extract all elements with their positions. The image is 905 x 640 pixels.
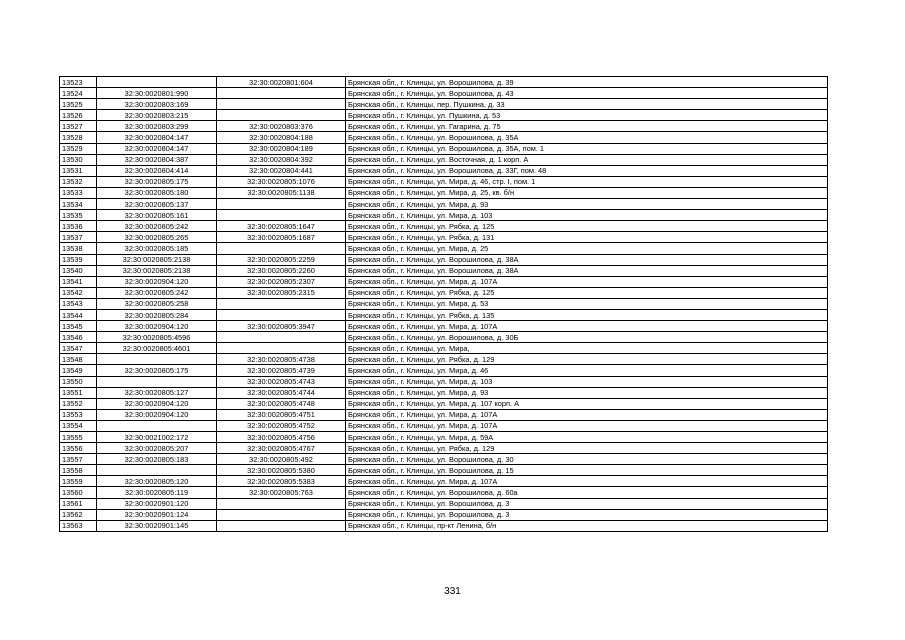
- cadastral-number-cell: 32:30:0020904:120: [97, 409, 217, 420]
- building-cadastral-number-cell: 32:30:0020805:4739: [217, 365, 346, 376]
- row-number-cell: 13544: [60, 309, 97, 320]
- building-cadastral-number-cell: 32:30:0020805:5383: [217, 476, 346, 487]
- address-cell: Брянская обл., г. Клинцы, ул. Мира, д. 93: [346, 199, 828, 210]
- cadastral-number-cell: [97, 420, 217, 431]
- table-row: [60, 332, 828, 343]
- row-number-cell: 13561: [60, 498, 97, 509]
- building-cadastral-number-cell: 32:30:0020805:3947: [217, 321, 346, 332]
- address-cell: Брянская обл., г. Клинцы, ул. Мира, д. 25: [346, 243, 828, 254]
- cadastral-number-cell: 32:30:0020805:175: [97, 365, 217, 376]
- row-number-cell: 13526: [60, 110, 97, 121]
- cadastral-number-cell: 32:30:0020803:169: [97, 99, 217, 110]
- table-row: [60, 465, 828, 476]
- building-cadastral-number-cell: [217, 210, 346, 221]
- address-cell: Брянская обл., г. Клинцы, ул. Ворошилова, д. 39: [346, 77, 828, 88]
- table-row: [60, 520, 828, 531]
- row-number-cell: 13547: [60, 343, 97, 354]
- cadastral-number-cell: 32:30:0020805:265: [97, 232, 217, 243]
- address-cell: Брянская обл., г. Клинцы, ул. Гагарина, д. 75: [346, 121, 828, 132]
- row-number-cell: 13524: [60, 88, 97, 99]
- cadastral-number-cell: [97, 465, 217, 476]
- table-row: [60, 443, 828, 454]
- building-cadastral-number-cell: 32:30:0020805:4752: [217, 420, 346, 431]
- cadastral-number-cell: 32:30:0020901:124: [97, 509, 217, 520]
- address-cell: Брянская обл., г. Клинцы, ул. Ворошилова, д. 35А: [346, 132, 828, 143]
- row-number-cell: 13558: [60, 465, 97, 476]
- table-row: [60, 199, 828, 210]
- table-row: [60, 354, 828, 365]
- address-cell: Брянская обл., г. Клинцы, ул. Ворошилова, д. 3: [346, 509, 828, 520]
- address-cell: Брянская обл., г. Клинцы, ул. Рябка, д. 129: [346, 354, 828, 365]
- address-cell: Брянская обл., г. Клинцы, ул. Мира, д. 107А: [346, 420, 828, 431]
- building-cadastral-number-cell: [217, 343, 346, 354]
- cadastral-number-cell: 32:30:0020804:147: [97, 143, 217, 154]
- address-cell: Брянская обл., г. Клинцы, ул. Мира, д. 103: [346, 210, 828, 221]
- cadastral-number-cell: 32:30:0020805:242: [97, 221, 217, 232]
- building-cadastral-number-cell: 32:30:0020805:2315: [217, 287, 346, 298]
- table-row: [60, 432, 828, 443]
- address-cell: Брянская обл., г. Клинцы, ул. Рябка, д. 131: [346, 232, 828, 243]
- cadastral-number-cell: 32:30:0020805:242: [97, 287, 217, 298]
- cadastral-number-cell: 32:30:0020805:127: [97, 387, 217, 398]
- cadastral-number-cell: 32:30:0020805:183: [97, 454, 217, 465]
- address-cell: Брянская обл., г. Клинцы, пер. Пушкина, д. 33: [346, 99, 828, 110]
- address-cell: Брянская обл., г. Клинцы, ул. Ворошилова, д. 38А: [346, 254, 828, 265]
- row-number-cell: 13560: [60, 487, 97, 498]
- row-number-cell: 13537: [60, 232, 97, 243]
- building-cadastral-number-cell: 32:30:0020805:2259: [217, 254, 346, 265]
- cadastral-number-cell: 32:30:0020801:990: [97, 88, 217, 99]
- table-row: [60, 276, 828, 287]
- address-cell: Брянская обл., г. Клинцы, ул. Мира,: [346, 343, 828, 354]
- row-number-cell: 13541: [60, 276, 97, 287]
- row-number-cell: 13557: [60, 454, 97, 465]
- building-cadastral-number-cell: 32:30:0020805:763: [217, 487, 346, 498]
- address-cell: Брянская обл., г. Клинцы, ул. Мира, д. 46: [346, 365, 828, 376]
- registry-table-body: [60, 77, 828, 532]
- table-row: [60, 187, 828, 198]
- table-row: [60, 165, 828, 176]
- address-cell: Брянская обл., г. Клинцы, ул. Мира, д. 107А: [346, 476, 828, 487]
- building-cadastral-number-cell: 32:30:0020805:2260: [217, 265, 346, 276]
- table-row: [60, 509, 828, 520]
- address-cell: Брянская обл., г. Клинцы, ул. Мира, д. 107А: [346, 276, 828, 287]
- address-cell: Брянская обл., г. Клинцы, ул. Мира, д. 53: [346, 298, 828, 309]
- table-row: [60, 143, 828, 154]
- table-row: [60, 376, 828, 387]
- table-row: [60, 265, 828, 276]
- cadastral-number-cell: 32:30:0020805:185: [97, 243, 217, 254]
- address-cell: Брянская обл., г. Клинцы, ул. Рябка, д. 125: [346, 221, 828, 232]
- cadastral-number-cell: 32:30:0020804:147: [97, 132, 217, 143]
- building-cadastral-number-cell: 32:30:0020805:4743: [217, 376, 346, 387]
- row-number-cell: 13538: [60, 243, 97, 254]
- table-row: [60, 121, 828, 132]
- row-number-cell: 13543: [60, 298, 97, 309]
- address-cell: Брянская обл., г. Клинцы, ул. Ворошилова, д. 15: [346, 465, 828, 476]
- cadastral-number-cell: 32:30:0020805:2138: [97, 254, 217, 265]
- row-number-cell: 13539: [60, 254, 97, 265]
- building-cadastral-number-cell: [217, 99, 346, 110]
- address-cell: Брянская обл., г. Клинцы, ул. Ворошилова, д. 38А: [346, 265, 828, 276]
- building-cadastral-number-cell: 32:30:0020805:4744: [217, 387, 346, 398]
- cadastral-number-cell: 32:30:0020904:120: [97, 321, 217, 332]
- address-cell: Брянская обл., г. Клинцы, пр-кт Ленина, б/н: [346, 520, 828, 531]
- building-cadastral-number-cell: 32:30:0020805:4751: [217, 409, 346, 420]
- building-cadastral-number-cell: [217, 309, 346, 320]
- building-cadastral-number-cell: [217, 298, 346, 309]
- cadastral-number-cell: 32:30:0020805:137: [97, 199, 217, 210]
- table-row: [60, 454, 828, 465]
- table-row: [60, 221, 828, 232]
- table-row: [60, 88, 828, 99]
- cadastral-number-cell: 32:30:0020805:180: [97, 187, 217, 198]
- building-cadastral-number-cell: 32:30:0020805:492: [217, 454, 346, 465]
- table-row: [60, 77, 828, 88]
- cadastral-number-cell: 32:30:0020904:120: [97, 398, 217, 409]
- page-number: 331: [444, 586, 461, 597]
- building-cadastral-number-cell: [217, 88, 346, 99]
- cadastral-number-cell: 32:30:0020805:4596: [97, 332, 217, 343]
- address-cell: Брянская обл., г. Клинцы, ул. Восточная, д. 1 корп. А: [346, 154, 828, 165]
- cadastral-number-cell: 32:30:0020901:120: [97, 498, 217, 509]
- table-row: [60, 154, 828, 165]
- building-cadastral-number-cell: 32:30:0020805:1687: [217, 232, 346, 243]
- address-cell: Брянская обл., г. Клинцы, ул. Мира, д. 25, кв. б/н: [346, 187, 828, 198]
- row-number-cell: 13555: [60, 432, 97, 443]
- building-cadastral-number-cell: 32:30:0020801:604: [217, 77, 346, 88]
- address-cell: Брянская обл., г. Клинцы, ул. Рябка, д. 129: [346, 443, 828, 454]
- row-number-cell: 13546: [60, 332, 97, 343]
- building-cadastral-number-cell: 32:30:0020805:4748: [217, 398, 346, 409]
- building-cadastral-number-cell: [217, 243, 346, 254]
- address-cell: Брянская обл., г. Клинцы, ул. Рябка, д. 125: [346, 287, 828, 298]
- row-number-cell: 13550: [60, 376, 97, 387]
- address-cell: Брянская обл., г. Клинцы, ул. Мира, д. 46, стр. I, пом. 1: [346, 176, 828, 187]
- building-cadastral-number-cell: [217, 110, 346, 121]
- cadastral-number-cell: 32:30:0020805:119: [97, 487, 217, 498]
- row-number-cell: 13556: [60, 443, 97, 454]
- address-cell: Брянская обл., г. Клинцы, ул. Мира, д. 107А: [346, 321, 828, 332]
- row-number-cell: 13536: [60, 221, 97, 232]
- building-cadastral-number-cell: 32:30:0020804:189: [217, 143, 346, 154]
- table-row: [60, 387, 828, 398]
- table-row: [60, 409, 828, 420]
- building-cadastral-number-cell: [217, 332, 346, 343]
- row-number-cell: 13525: [60, 99, 97, 110]
- cadastral-number-cell: 32:30:0020804:387: [97, 154, 217, 165]
- cadastral-number-cell: 32:30:0020805:284: [97, 309, 217, 320]
- table-row: [60, 309, 828, 320]
- table-row: [60, 498, 828, 509]
- table-row: [60, 210, 828, 221]
- building-cadastral-number-cell: 32:30:0020804:188: [217, 132, 346, 143]
- table-row: [60, 365, 828, 376]
- address-cell: Брянская обл., г. Клинцы, ул. Ворошилова, д. 30Б: [346, 332, 828, 343]
- table-row: [60, 132, 828, 143]
- address-cell: Брянская обл., г. Клинцы, ул. Ворошилова, д. 3: [346, 498, 828, 509]
- cadastral-number-cell: 32:30:0020805:175: [97, 176, 217, 187]
- registry-table: [59, 76, 828, 532]
- building-cadastral-number-cell: [217, 498, 346, 509]
- cadastral-number-cell: 32:30:0020805:2138: [97, 265, 217, 276]
- table-row: [60, 232, 828, 243]
- row-number-cell: 13563: [60, 520, 97, 531]
- table-row: [60, 487, 828, 498]
- cadastral-number-cell: 32:30:0020803:215: [97, 110, 217, 121]
- address-cell: Брянская обл., г. Клинцы, ул. Ворошилова, д. 33Г, пом. 48: [346, 165, 828, 176]
- table-row: [60, 398, 828, 409]
- cadastral-number-cell: [97, 376, 217, 387]
- cadastral-number-cell: 32:30:0021002:172: [97, 432, 217, 443]
- cadastral-number-cell: 32:30:0020805:4601: [97, 343, 217, 354]
- cadastral-number-cell: 32:30:0020805:120: [97, 476, 217, 487]
- cadastral-number-cell: 32:30:0020804:414: [97, 165, 217, 176]
- building-cadastral-number-cell: 32:30:0020805:4767: [217, 443, 346, 454]
- table-row: [60, 254, 828, 265]
- address-cell: Брянская обл., г. Клинцы, ул. Ворошилова, д. 60а: [346, 487, 828, 498]
- address-cell: Брянская обл., г. Клинцы, ул. Мира, д. 59А: [346, 432, 828, 443]
- table-row: [60, 420, 828, 431]
- cadastral-number-cell: [97, 354, 217, 365]
- table-row: [60, 343, 828, 354]
- building-cadastral-number-cell: 32:30:0020805:1647: [217, 221, 346, 232]
- address-cell: Брянская обл., г. Клинцы, ул. Рябка, д. 135: [346, 309, 828, 320]
- address-cell: Брянская обл., г. Клинцы, ул. Мира, д. 93: [346, 387, 828, 398]
- row-number-cell: 13530: [60, 154, 97, 165]
- row-number-cell: 13545: [60, 321, 97, 332]
- address-cell: Брянская обл., г. Клинцы, ул. Мира, д. 103: [346, 376, 828, 387]
- row-number-cell: 13554: [60, 420, 97, 431]
- building-cadastral-number-cell: 32:30:0020805:4756: [217, 432, 346, 443]
- table-row: [60, 287, 828, 298]
- table-row: [60, 110, 828, 121]
- building-cadastral-number-cell: [217, 520, 346, 531]
- row-number-cell: 13529: [60, 143, 97, 154]
- row-number-cell: 13532: [60, 176, 97, 187]
- row-number-cell: 13528: [60, 132, 97, 143]
- address-cell: Брянская обл., г. Клинцы, ул. Ворошилова, д. 30: [346, 454, 828, 465]
- row-number-cell: 13553: [60, 409, 97, 420]
- building-cadastral-number-cell: 32:30:0020805:4738: [217, 354, 346, 365]
- row-number-cell: 13559: [60, 476, 97, 487]
- table-row: [60, 321, 828, 332]
- row-number-cell: 13562: [60, 509, 97, 520]
- row-number-cell: 13534: [60, 199, 97, 210]
- building-cadastral-number-cell: 32:30:0020805:1138: [217, 187, 346, 198]
- address-cell: Брянская обл., г. Клинцы, ул. Ворошилова, д. 35А, пом. 1: [346, 143, 828, 154]
- row-number-cell: 13548: [60, 354, 97, 365]
- table-row: [60, 99, 828, 110]
- cadastral-number-cell: 32:30:0020803:299: [97, 121, 217, 132]
- building-cadastral-number-cell: 32:30:0020803:376: [217, 121, 346, 132]
- row-number-cell: 13549: [60, 365, 97, 376]
- cadastral-number-cell: 32:30:0020805:207: [97, 443, 217, 454]
- building-cadastral-number-cell: 32:30:0020805:5380: [217, 465, 346, 476]
- address-cell: Брянская обл., г. Клинцы, ул. Пушкина, д. 53: [346, 110, 828, 121]
- table-row: [60, 176, 828, 187]
- row-number-cell: 13542: [60, 287, 97, 298]
- row-number-cell: 13533: [60, 187, 97, 198]
- building-cadastral-number-cell: [217, 199, 346, 210]
- building-cadastral-number-cell: 32:30:0020805:1076: [217, 176, 346, 187]
- building-cadastral-number-cell: [217, 509, 346, 520]
- row-number-cell: 13527: [60, 121, 97, 132]
- building-cadastral-number-cell: 32:30:0020804:441: [217, 165, 346, 176]
- table-row: [60, 298, 828, 309]
- cadastral-number-cell: 32:30:0020805:258: [97, 298, 217, 309]
- address-cell: Брянская обл., г. Клинцы, ул. Ворошилова, д. 43: [346, 88, 828, 99]
- row-number-cell: 13523: [60, 77, 97, 88]
- row-number-cell: 13535: [60, 210, 97, 221]
- cadastral-number-cell: 32:30:0020904:120: [97, 276, 217, 287]
- building-cadastral-number-cell: 32:30:0020804:392: [217, 154, 346, 165]
- building-cadastral-number-cell: 32:30:0020805:2307: [217, 276, 346, 287]
- row-number-cell: 13531: [60, 165, 97, 176]
- row-number-cell: 13552: [60, 398, 97, 409]
- table-row: [60, 476, 828, 487]
- row-number-cell: 13540: [60, 265, 97, 276]
- table-row: [60, 243, 828, 254]
- cadastral-number-cell: 32:30:0020901:145: [97, 520, 217, 531]
- address-cell: Брянская обл., г. Клинцы, ул. Мира, д. 107 корп. А: [346, 398, 828, 409]
- cadastral-number-cell: 32:30:0020805:161: [97, 210, 217, 221]
- cadastral-number-cell: [97, 77, 217, 88]
- row-number-cell: 13551: [60, 387, 97, 398]
- address-cell: Брянская обл., г. Клинцы, ул. Мира, д. 107А: [346, 409, 828, 420]
